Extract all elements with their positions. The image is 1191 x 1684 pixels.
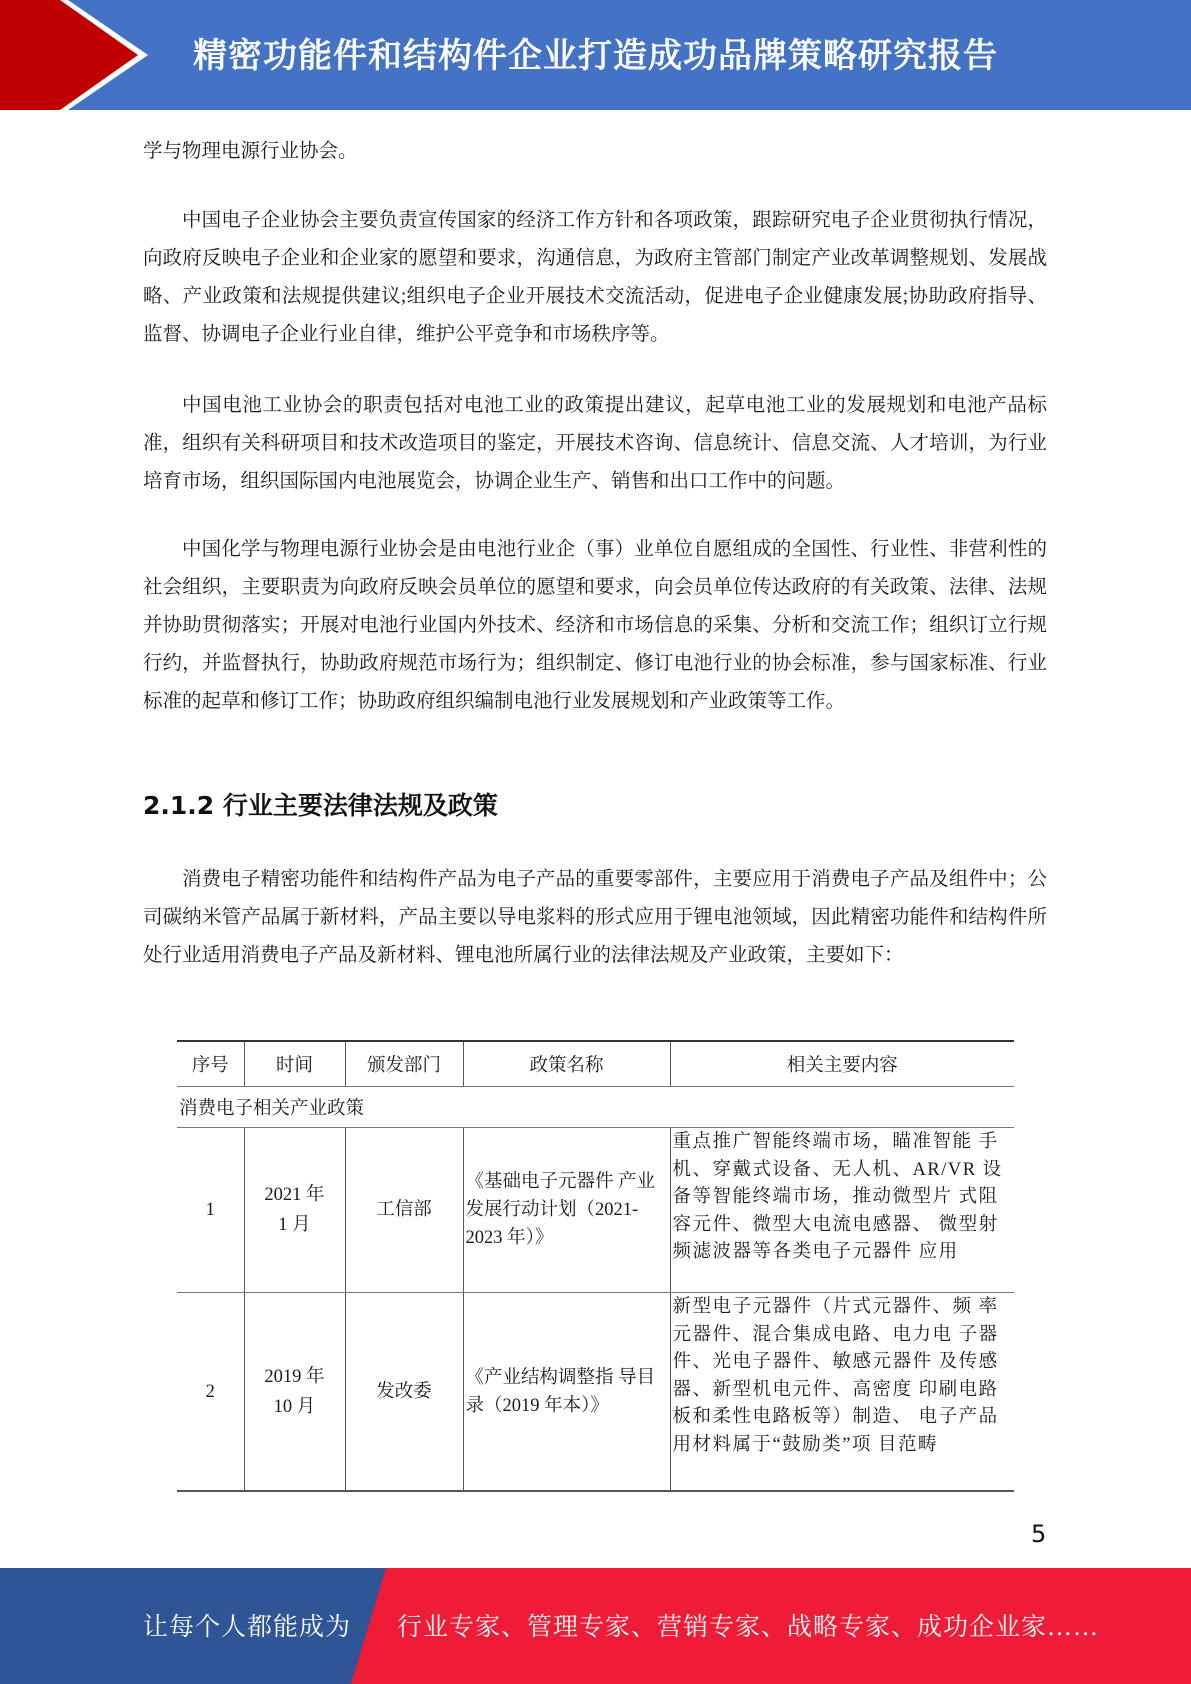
cell-time-month: 1 月 <box>278 1215 311 1235</box>
cell-content: 新型电子元器件（片式元器件、频 率元器件、混合集成电路、电力电 子器件、光电子器件、敏感元器件 及传感器、新型机电元件、高密度 印刷电路板和柔性电路板等）制造、 电子产品用材料属于“鼓励类”项 目范畴 <box>670 1293 1014 1492</box>
cell-time-year: 2021 年 <box>264 1185 325 1205</box>
header-banner <box>0 0 1191 110</box>
table-row <box>177 1293 1014 1492</box>
policy-table <box>177 1040 1014 1492</box>
cell-no: 2 <box>177 1293 244 1492</box>
report-title: 精密功能件和结构件企业打造成功品牌策略研究报告 <box>193 36 998 76</box>
table-header-row <box>177 1041 1014 1087</box>
paragraph-continuation: 学与物理电源行业协会。 <box>143 141 358 162</box>
table-row <box>177 1128 1014 1293</box>
header-content: 相关主要内容 <box>670 1041 1014 1087</box>
footer-slogan-left: 让每个人都能成为 <box>143 1614 352 1641</box>
cell-time <box>244 1128 345 1293</box>
cell-content: 重点推广智能终端市场，瞄准智能 手机、穿戴式设备、无人机、AR/VR 设备等智能终端市场，推动微型片 式阻容元件、微型大电流电感器、 微型射频滤波器等各类电子元器件 应用 <box>670 1128 1014 1293</box>
cell-time-year: 2019 年 <box>264 1366 325 1387</box>
cell-department: 工信部 <box>345 1128 463 1293</box>
header-no: 序号 <box>177 1041 244 1087</box>
cell-department: 发改委 <box>345 1293 463 1492</box>
table-group-row <box>177 1087 1014 1128</box>
cell-time-month: 10 月 <box>273 1396 316 1417</box>
cell-policy-name: 《基础电子元器件 产业发展行动计划（2021-2023 年）》 <box>463 1128 670 1293</box>
page-number: 5 <box>1031 1520 1047 1548</box>
footer-banner <box>0 1568 1191 1684</box>
header-time: 时间 <box>244 1041 345 1087</box>
section-heading: 2.1.2 行业主要法律法规及政策 <box>143 791 498 820</box>
paragraph-intro: 消费电子精密功能件和结构件产品为电子产品的重要零部件，主要应用于消费电子产品及组件中；公司碳纳米管产品属于新材料，产品主要以导电浆料的形式应用于锂电池领域，因此精密功能件和结构件所处行业适用消费电子产品及新材料、锂电池所属行业的法律法规及产业政策，主要如下： <box>143 869 1047 966</box>
cell-time <box>244 1293 345 1492</box>
footer-slogan-right: 行业专家、管理专家、营销专家、战略专家、成功企业家…… <box>397 1614 1100 1641</box>
header-arrow-decoration <box>0 0 200 110</box>
cell-no: 1 <box>177 1128 244 1293</box>
cell-policy-name: 《产业结构调整指 导目录（2019 年本）》 <box>463 1293 670 1492</box>
paragraph-electronics-association: 中国电子企业协会主要负责宣传国家的经济工作方针和各项政策，跟踪研究电子企业贯彻执行情况，向政府反映电子企业和企业家的愿望和要求，沟通信息，为政府主管部门制定产业改革调整规划、发展战略、产业政策和法规提供建议;组织电子企业开展技术交流活动，促进电子企业健康发展;协助政府指导、监督、协调电子企业行业自律，维护公平竞争和市场秩序等。 <box>143 210 1047 345</box>
group-label: 消费电子相关产业政策 <box>177 1087 1014 1128</box>
paragraph-power-source-association: 中国化学与物理电源行业协会是由电池行业企（事）业单位自愿组成的全国性、行业性、非营利性的社会组织，主要职责为向政府反映会员单位的愿望和要求，向会员单位传达政府的有关政策、法律、法规并协助贯彻落实；开展对电池行业国内外技术、经济和市场信息的采集、分析和交流工作；组织订立行规行约，并监督执行，协助政府规范市场行为；组织制定、修订电池行业的协会标准，参与国家标准、行业标准的起草和修订工作；协助政府组织编制电池行业发展规划和产业政策等工作。 <box>143 539 1047 712</box>
header-policy-name: 政策名称 <box>463 1041 670 1087</box>
header-department: 颁发部门 <box>345 1041 463 1087</box>
paragraph-battery-association: 中国电池工业协会的职责包括对电池工业的政策提出建议，起草电池工业的发展规划和电池产品标准，组织有关科研项目和技术改造项目的鉴定，开展技术咨询、信息统计、信息交流、人才培训，为行业培育市场，组织国际国内电池展览会，协调企业生产、销售和出口工作中的问题。 <box>143 395 1047 492</box>
